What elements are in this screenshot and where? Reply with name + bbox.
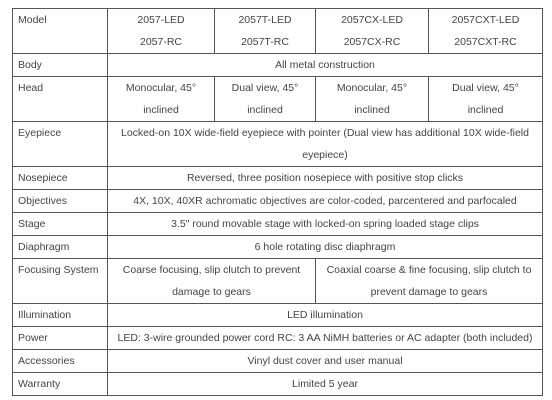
model-cell xyxy=(316,9,429,54)
row-accessories xyxy=(13,350,543,373)
head-value: Monocular, 45° inclined xyxy=(108,77,215,122)
focusing-value: Coarse focusing, slip clutch to prevent damage to gears xyxy=(108,259,316,304)
illumination-label: Illumination xyxy=(13,304,108,327)
model-cell xyxy=(108,9,215,54)
row-warranty xyxy=(13,373,543,396)
model-label: Model xyxy=(13,9,108,54)
model-cell xyxy=(215,9,316,54)
model-value: 2057CX-RC xyxy=(343,36,401,48)
row-model xyxy=(13,9,543,54)
model-value: 2057T-RC xyxy=(241,36,289,48)
stage-value: 3.5" round movable stage with locked-on spring loaded stage clips xyxy=(108,213,543,236)
row-nosepiece xyxy=(13,167,543,190)
row-stage xyxy=(13,213,543,236)
row-eyepiece xyxy=(13,122,543,167)
illumination-value: LED illumination xyxy=(108,304,543,327)
row-power xyxy=(13,327,543,350)
model-value: 2057-LED xyxy=(137,14,185,26)
power-label: Power xyxy=(13,327,108,350)
warranty-value: Limited 5 year xyxy=(108,373,543,396)
model-value: 2057CXT-LED xyxy=(451,14,520,26)
accessories-value: Vinyl dust cover and user manual xyxy=(108,350,543,373)
diaphragm-value: 6 hole rotating disc diaphragm xyxy=(108,236,543,259)
row-body xyxy=(13,54,543,77)
objectives-value: 4X, 10X, 40XR achromatic objectives are color-coded, parcentered and parfocaled xyxy=(108,190,543,213)
focusing-value: Coaxial coarse & fine focusing, slip clutch to prevent damage to gears xyxy=(316,259,543,304)
row-illumination xyxy=(13,304,543,327)
head-value: Dual view, 45° inclined xyxy=(215,77,316,122)
head-value: Dual view, 45° inclined xyxy=(429,77,543,122)
spec-table xyxy=(12,8,543,396)
nosepiece-value: Reversed, three position nosepiece with positive stop clicks xyxy=(108,167,543,190)
row-head xyxy=(13,77,543,122)
warranty-label: Warranty xyxy=(13,373,108,396)
eyepiece-label: Eyepiece xyxy=(13,122,108,167)
model-value: 2057CX-LED xyxy=(341,14,403,26)
nosepiece-label: Nosepiece xyxy=(13,167,108,190)
power-value: LED: 3-wire grounded power cord RC: 3 AA NiMH batteries or AC adapter (both included) xyxy=(108,327,543,350)
row-diaphragm xyxy=(13,236,543,259)
model-value: 2057CXT-RC xyxy=(454,36,517,48)
model-cell xyxy=(429,9,543,54)
model-value: 2057T-LED xyxy=(238,14,292,26)
diaphragm-label: Diaphragm xyxy=(13,236,108,259)
model-value: 2057-RC xyxy=(139,36,183,48)
objectives-label: Objectives xyxy=(13,190,108,213)
body-value: All metal construction xyxy=(108,54,543,77)
accessories-label: Accessories xyxy=(13,350,108,373)
row-focusing xyxy=(13,259,543,304)
row-objectives xyxy=(13,190,543,213)
stage-label: Stage xyxy=(13,213,108,236)
eyepiece-value: Locked-on 10X wide-field eyepiece with pointer (Dual view has additional 10X wide-field eyepiece) xyxy=(108,122,543,167)
head-label: Head xyxy=(13,77,108,122)
body-label: Body xyxy=(13,54,108,77)
focusing-label: Focusing System xyxy=(13,259,108,304)
head-value: Monocular, 45° inclined xyxy=(316,77,429,122)
